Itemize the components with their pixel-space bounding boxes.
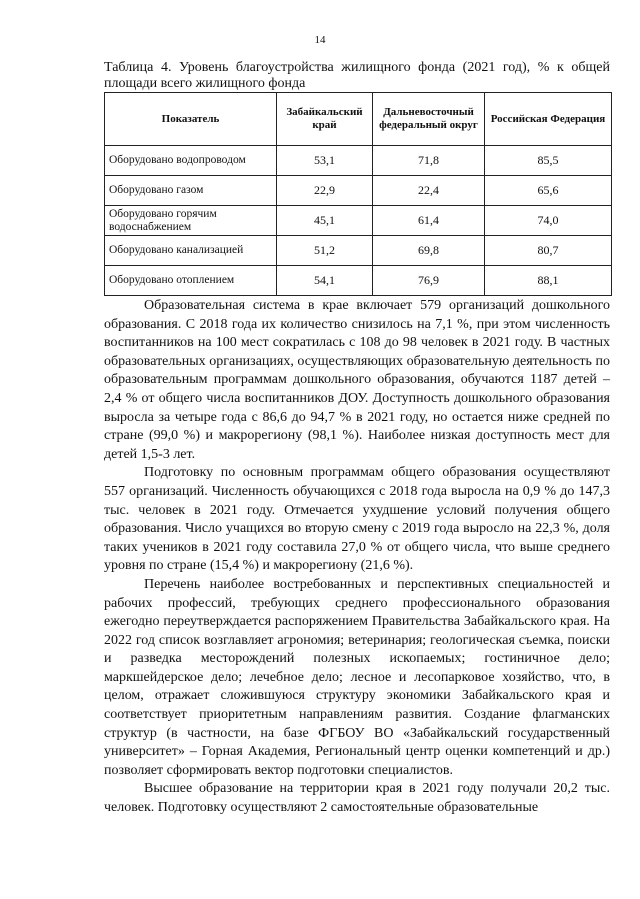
row-label: Оборудовано канализацией — [105, 236, 277, 266]
cell-value: 22,9 — [277, 176, 373, 206]
cell-value: 76,9 — [373, 266, 485, 296]
page-number: 14 — [314, 34, 326, 46]
cell-value: 80,7 — [485, 236, 612, 266]
header-indicator: Показатель — [105, 93, 277, 146]
row-label: Оборудовано водопроводом — [105, 146, 277, 176]
cell-value: 22,4 — [373, 176, 485, 206]
body-text — [104, 297, 610, 818]
table-row — [105, 146, 612, 176]
cell-value: 69,8 — [373, 236, 485, 266]
table-row — [105, 176, 612, 206]
cell-value: 61,4 — [373, 206, 485, 236]
cell-value: 85,5 — [485, 146, 612, 176]
cell-value: 71,8 — [373, 146, 485, 176]
cell-value: 65,6 — [485, 176, 612, 206]
cell-value: 74,0 — [485, 206, 612, 236]
cell-value: 54,1 — [277, 266, 373, 296]
header-russia: Российская Федерация — [485, 93, 612, 146]
header-zabaikalsky: Забайкальский край — [277, 93, 373, 146]
paragraph-preschool: Образовательная система в крае включает 579 организаций дошкольного образования. С 2018 года их количество снизилось на 7,1 %, при этом численность воспитанников на 100 мест сократилась с 108 до 98 человек в 2021 году. В частных образовательных организациях, осуществляющих образовательную деятельность по образовательным программам дошкольного образования, обучаются 1187 детей – 2,4 % от общего числа воспитанников ДОУ. Доступность дошкольного образования выросла за четыре года с 86,6 до 94,7 % в 2021 году, но остается ниже средней по стране (99,0 %) и макрорегиону (98,1 %). Наиболее низкая доступность мест для детей 1,5-3 лет. — [104, 298, 610, 462]
row-label: Оборудовано горячим водоснабжением — [105, 206, 277, 236]
table-caption: Таблица 4. Уровень благоустройства жилищного фонда (2021 год), % к общей площади всего жилищного фонда — [104, 60, 610, 91]
cell-value: 53,1 — [277, 146, 373, 176]
paragraph-higher-education: Высшее образование на территории края в 2021 году получали 20,2 тыс. человек. Подготовку осуществляют 2 самостоятельные образовательные — [104, 781, 610, 816]
row-label: Оборудовано отоплением — [105, 266, 277, 296]
cell-value: 45,1 — [277, 206, 373, 236]
housing-amenities-table — [104, 92, 612, 296]
paragraph-vocational: Перечень наиболее востребованных и перспективных специальностей и рабочих профессий, требующих среднего профессионального образования ежегодно переутверждается распоряжением Правительства Забайкальского края. На 2022 год список возглавляет агрономия; ветеринария; геологическая съемка, поиски и разведка месторождений полезных ископаемых; гостиничное дело; маркшейдерское дело; лечебное дело; лесное и лесопарковое хозяйство, что, в целом, отражает сложившуюся структуру экономики Забайкальского края и соответствует приоритетным направлениям развития. Создание флагманских структур (в частности, на базе ФГБОУ ВО «Забайкальский государственный университет» – Горная Академия, Региональный центр оценки компетенций и др.) позволяет сформировать вектор подготовки специалистов. — [104, 576, 610, 778]
cell-value: 51,2 — [277, 236, 373, 266]
table-header-row — [105, 93, 612, 146]
header-far-east: Дальневосточный федеральный округ — [373, 93, 485, 146]
paragraph-general-education: Подготовку по основным программам общего образования осуществляют 557 организаций. Численность обучающихся с 2018 года выросла на 0,9 % до 147,3 тыс. человек в 2021 году. Отмечается ухудшение условий получения общего образования. Число учащихся во вторую смену с 2019 года выросло на 22,3 %, доля таких учеников в 2021 году составила 27,0 % от общего числа, что выше среднего уровня по стране (15,4 %) и макрорегиону (21,6 %). — [104, 465, 610, 574]
cell-value: 88,1 — [485, 266, 612, 296]
table-row — [105, 266, 612, 296]
table-row — [105, 206, 612, 236]
row-label: Оборудовано газом — [105, 176, 277, 206]
table-row — [105, 236, 612, 266]
